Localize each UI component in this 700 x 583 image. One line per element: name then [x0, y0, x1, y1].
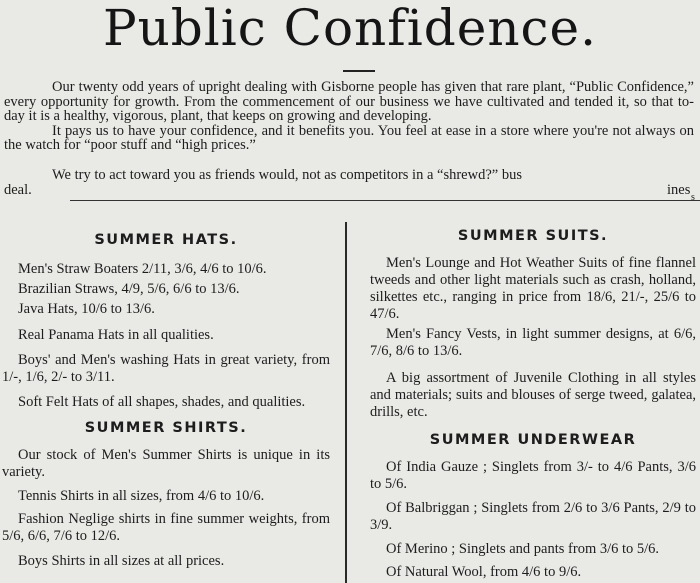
left-column	[2, 230, 330, 570]
shirts-item: Our stock of Men's Summer Shirts is unique in its variety.	[2, 447, 330, 480]
title-divider	[343, 70, 375, 72]
intro-paragraph-3-fragment: ines	[667, 182, 691, 198]
summer-underwear-heading: SUMMER UNDERWEAR	[429, 432, 637, 448]
underwear-item: Of Balbriggan ; Singlets from 2/6 to 3/6 Pants, 2/9 to 3/9.	[370, 500, 696, 533]
summer-suits-heading: SUMMER SUITS.	[457, 228, 609, 244]
hats-item: Real Panama Hats in all qualities.	[18, 327, 214, 343]
hats-item: Soft Felt Hats of all shapes, shades, and qualities.	[18, 394, 306, 410]
underwear-item: Of Merino ; Singlets and pants from 3/6 to 5/6.	[386, 541, 660, 557]
intro-paragraph-1: Our twenty odd years of upright dealing with Gisborne people has given that rare plant, “Public Confidence,” every opportunity for growth. From the commencement of our business we have cultivated and tended it, so that to-day it is a healthy, vigorous, plant, that keeps on growing and developing.	[4, 79, 694, 125]
section-divider	[70, 200, 700, 201]
summer-hats-heading: SUMMER HATS.	[94, 232, 238, 248]
hats-item: Boys' and Men's washing Hats in great variety, from 1/-, 1/6, 2/- to 3/11.	[2, 352, 330, 385]
right-column	[370, 226, 696, 581]
shirts-item: Fashion Neglige shirts in fine summer weights, from 5/6, 6/6, 7/6 to 12/6.	[2, 511, 330, 544]
underwear-item: Of Natural Wool, from 4/6 to 9/6.	[386, 564, 582, 580]
hats-item: Men's Straw Boaters 2/11, 3/6, 4/6 to 10/6.	[18, 261, 267, 277]
shirts-item: Tennis Shirts in all sizes, from 4/6 to 10/6.	[18, 488, 265, 504]
column-divider	[345, 222, 347, 583]
summer-shirts-heading: SUMMER SHIRTS.	[84, 420, 248, 436]
intro-paragraph-3-fragment-s: s	[691, 192, 695, 203]
shirts-item: Boys Shirts in all sizes at all prices.	[18, 553, 225, 569]
intro-paragraph-3-line: We try to act toward you as friends would, not as competitors in a “shrewd?” bus	[52, 167, 522, 183]
intro-paragraph-3-end: deal.	[4, 182, 32, 198]
intro-paragraph-2: It pays us to have your confidence, and it benefits you. You feel at ease in a store where you're not always on the watch for “poor stuff and “high prices.”	[4, 122, 694, 154]
intro-text	[4, 80, 694, 153]
underwear-item: Of India Gauze ; Singlets from 3/- to 4/6 Pants, 3/6 to 5/6.	[370, 459, 696, 492]
suits-item: A big assortment of Juvenile Clothing in all styles and materials; suits and blouses of serge tweed, galatea, drills, etc.	[370, 370, 696, 420]
suits-item: Men's Fancy Vests, in light summer designs, at 6/6, 7/6, 8/6 to 13/6.	[370, 326, 696, 359]
hats-item: Brazilian Straws, 4/9, 5/6, 6/6 to 13/6.	[18, 281, 240, 297]
suits-item: Men's Lounge and Hot Weather Suits of fine flannel tweeds and other light materials such as crash, holland, silkettes etc., ranging in price from 18/6, 21/-, 25/6 to 47/6.	[370, 255, 696, 322]
hats-item: Java Hats, 10/6 to 13/6.	[18, 301, 155, 317]
page-title: Public Confidence.	[102, 0, 598, 57]
